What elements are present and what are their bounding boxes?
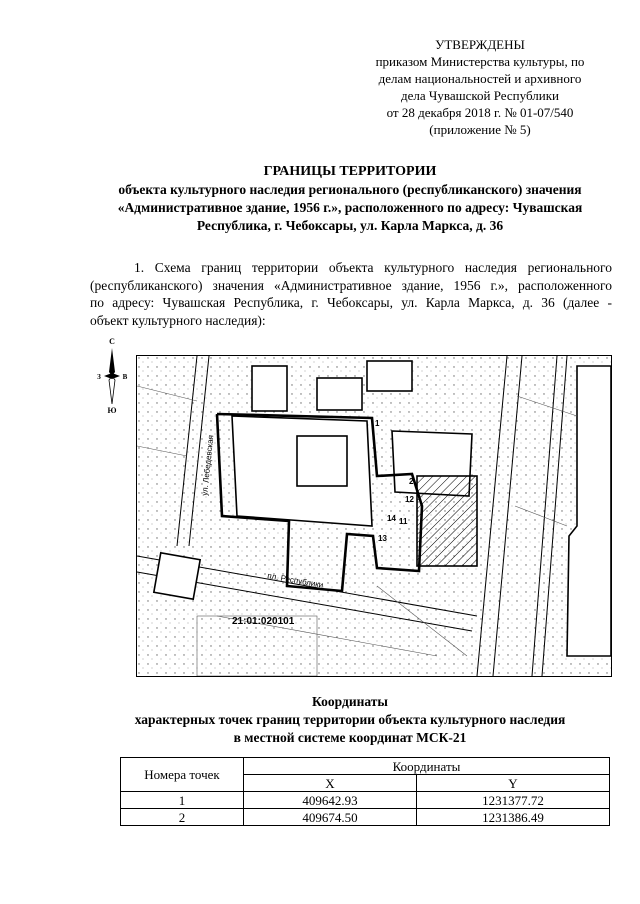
boundary-scheme-map: [136, 355, 612, 677]
point-label: 13: [378, 534, 387, 543]
approval-block: [360, 36, 600, 138]
title-heading: ГРАНИЦЫ ТЕРРИТОРИИ: [263, 164, 437, 179]
header-points: Номера точек: [121, 758, 244, 792]
approval-line: дела Чувашской Республики: [401, 88, 559, 103]
coordinates-title: [90, 693, 610, 747]
title-line: Республика, г. Чебоксары, ул. Карла Маркса, д. 36: [196, 218, 504, 233]
approval-line: УТВЕРЖДЕНЫ: [435, 37, 525, 52]
approval-line: (приложение № 5): [429, 122, 531, 137]
coord-x: 409642.93: [244, 792, 417, 809]
paragraph-line: 1. Схема границ территории объекта культурного наследия регионального: [134, 260, 612, 275]
title-line: «Административное здание, 1956 г.», расположенного по адресу: Чувашская: [117, 200, 583, 215]
compass-needle: [104, 373, 120, 379]
point-number: 2: [121, 809, 244, 826]
title-line: объекта культурного наследия регионального (республиканского) значения: [118, 182, 582, 197]
street-label: ул. Лебедевская: [200, 434, 216, 497]
coordinates-title-line: Координаты: [312, 694, 388, 709]
point-label: 12: [405, 495, 414, 504]
point-label: 11: [399, 517, 408, 526]
approval-line: делам национальностей и архивного: [378, 71, 582, 86]
compass-needle: [109, 348, 115, 376]
document-title: [90, 163, 610, 235]
coordinates-title-line: характерных точек границ территории объекта культурного наследия: [134, 712, 566, 727]
paragraph-line: объект культурного наследия):: [90, 312, 266, 328]
map-drawing: [137, 356, 611, 676]
point-label: 14: [387, 514, 396, 523]
compass-needle: [109, 376, 115, 404]
paragraph-line: (республиканского) значения «Административное здание, 1956 г.», расположенного: [90, 277, 612, 293]
table-row: [121, 809, 610, 826]
street-label: пл. Республики: [266, 571, 324, 590]
header-x: X: [244, 775, 417, 792]
scheme-paragraph: [90, 259, 612, 329]
compass-north: С: [109, 337, 115, 346]
coord-y: 1231386.49: [417, 809, 610, 826]
compass-east: В: [122, 373, 128, 381]
point-label: 2: [409, 477, 414, 486]
header-coords: Координаты: [244, 758, 610, 775]
approval-line: от 28 декабря 2018 г. № 01-07/540: [386, 105, 574, 120]
point-number: 1: [121, 792, 244, 809]
compass-rose-icon: [94, 336, 134, 416]
coordinates-title-line: в местной системе координат МСК-21: [233, 730, 467, 745]
table-row: [121, 792, 610, 809]
paragraph-line: по адресу: Чувашская Республика, г. Чебоксары, ул. Карла Маркса, д. 36 (далее -: [90, 295, 612, 310]
compass-west: З: [97, 373, 101, 381]
approval-line: приказом Министерства культуры, по: [375, 54, 585, 69]
point-label: 1: [375, 419, 380, 428]
coord-y: 1231377.72: [417, 792, 610, 809]
header-y: Y: [417, 775, 610, 792]
cadastral-number: 21:01:020101: [232, 616, 295, 627]
coord-x: 409674.50: [244, 809, 417, 826]
coordinates-table: [120, 757, 610, 826]
compass-south: Ю: [107, 406, 117, 415]
